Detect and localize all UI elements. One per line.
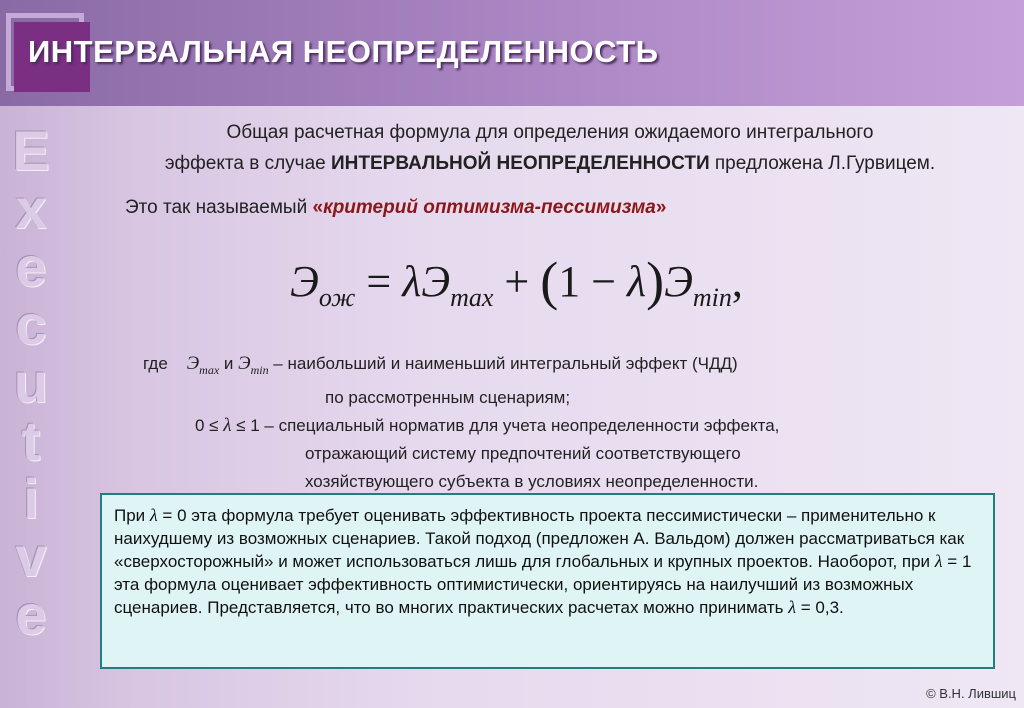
formula-operator: = bbox=[355, 257, 403, 306]
note-text: = 1 эта формула оценивает эффективность оптимистически, ориентируясь на наилучший из возможных сценариев. Представляется, что во многих практических расчетах можно принимать bbox=[114, 552, 972, 617]
formula-operator: 1 − bbox=[558, 257, 628, 306]
definition-continuation: хозяйствующего субъекта в условиях неопределенности. bbox=[305, 471, 759, 491]
slide-title: ИНТЕРВАЛЬНАЯ НЕОПРЕДЕЛЕННОСТЬ bbox=[28, 34, 659, 69]
definition-text: 0 ≤ bbox=[195, 415, 224, 435]
intro-line-2 bbox=[100, 148, 1000, 179]
symbol-e-max bbox=[186, 353, 220, 377]
symbol-subscript: min bbox=[250, 362, 269, 377]
formula-subscript: max bbox=[450, 283, 494, 312]
side-letter: v bbox=[15, 525, 47, 588]
quote-close: » bbox=[655, 197, 667, 218]
formula-symbol: λ bbox=[402, 257, 422, 306]
lambda-symbol: λ bbox=[788, 597, 797, 617]
note-text: При bbox=[114, 506, 150, 525]
side-letter: u bbox=[13, 351, 49, 414]
intro-line-1: Общая расчетная формула для определения ожидаемого интегрального bbox=[226, 122, 874, 143]
formula-operator: + bbox=[493, 257, 541, 306]
hurwicz-formula bbox=[290, 250, 743, 314]
definition-text: – наибольший и наименьший интегральный эффект (ЧДД) bbox=[268, 354, 738, 373]
explanation-box bbox=[100, 493, 995, 669]
note-text: = 0 эта формула требует оценивать эффективность проекта пессимистически – применительно к наихудшему из возможных сценариев. Такой подход (предложен А. Вальдом) должен рассматриваться как «сверхосторожный» и может использоваться лишь для глобальных и крупных проектов. Наоборот, при bbox=[114, 506, 965, 571]
formula-subscript: min bbox=[692, 283, 732, 312]
definition-text: ≤ 1 – специальный норматив для учета неопределенности эффекта, bbox=[231, 415, 780, 435]
side-letter: e bbox=[15, 583, 47, 646]
formula-paren: ( bbox=[540, 251, 559, 311]
criterion-name bbox=[312, 197, 666, 218]
formula-symbol: Э bbox=[421, 257, 451, 306]
side-letter: x bbox=[15, 177, 47, 240]
symbol-text: Э bbox=[186, 353, 200, 374]
definition-line bbox=[143, 350, 963, 384]
intro-emphasis: ИНТЕРВАЛЬНОЙ НЕОПРЕДЕЛЕННОСТИ bbox=[331, 153, 710, 174]
symbol-e-min bbox=[238, 353, 269, 377]
symbol-subscript: max bbox=[199, 362, 220, 377]
side-letter: e bbox=[15, 235, 47, 298]
formula-subscript: ож bbox=[318, 283, 356, 312]
where-definitions bbox=[143, 350, 963, 496]
lambda-symbol: λ bbox=[223, 414, 232, 436]
intro-text: эффекта в случае bbox=[164, 153, 331, 174]
where-word: где bbox=[143, 354, 168, 373]
side-letter: E bbox=[12, 119, 50, 182]
side-letter: t bbox=[21, 409, 41, 472]
formula-paren: ) bbox=[646, 251, 665, 311]
formula-punctuation: , bbox=[731, 257, 743, 306]
lambda-symbol: λ bbox=[934, 551, 943, 571]
criterion-text: критерий оптимизма-пессимизма bbox=[323, 197, 656, 218]
copyright-notice: © В.Н. Лившиц bbox=[926, 686, 1016, 701]
formula-symbol: Э bbox=[664, 257, 693, 306]
side-watermark-word bbox=[6, 119, 56, 646]
definition-continuation: отражающий систему предпочтений соответствующего bbox=[305, 443, 741, 463]
formula-symbol: λ bbox=[627, 257, 647, 306]
quote-open: « bbox=[312, 197, 324, 218]
criterion-subtitle bbox=[125, 197, 666, 219]
note-text: = 0,3. bbox=[796, 598, 844, 617]
side-letter: i bbox=[23, 467, 39, 530]
subtitle-prefix: Это так называемый bbox=[125, 197, 313, 218]
intro-paragraph bbox=[100, 117, 1000, 179]
side-letter: c bbox=[15, 293, 47, 356]
lambda-symbol: λ bbox=[149, 505, 158, 525]
intro-text: предложена Л.Гурвицем. bbox=[709, 153, 936, 174]
symbol-text: Э bbox=[238, 353, 251, 374]
definition-line bbox=[143, 412, 963, 440]
definition-continuation: по рассмотренным сценариям; bbox=[325, 387, 571, 407]
formula-symbol: Э bbox=[290, 257, 319, 306]
conjunction: и bbox=[219, 354, 239, 373]
